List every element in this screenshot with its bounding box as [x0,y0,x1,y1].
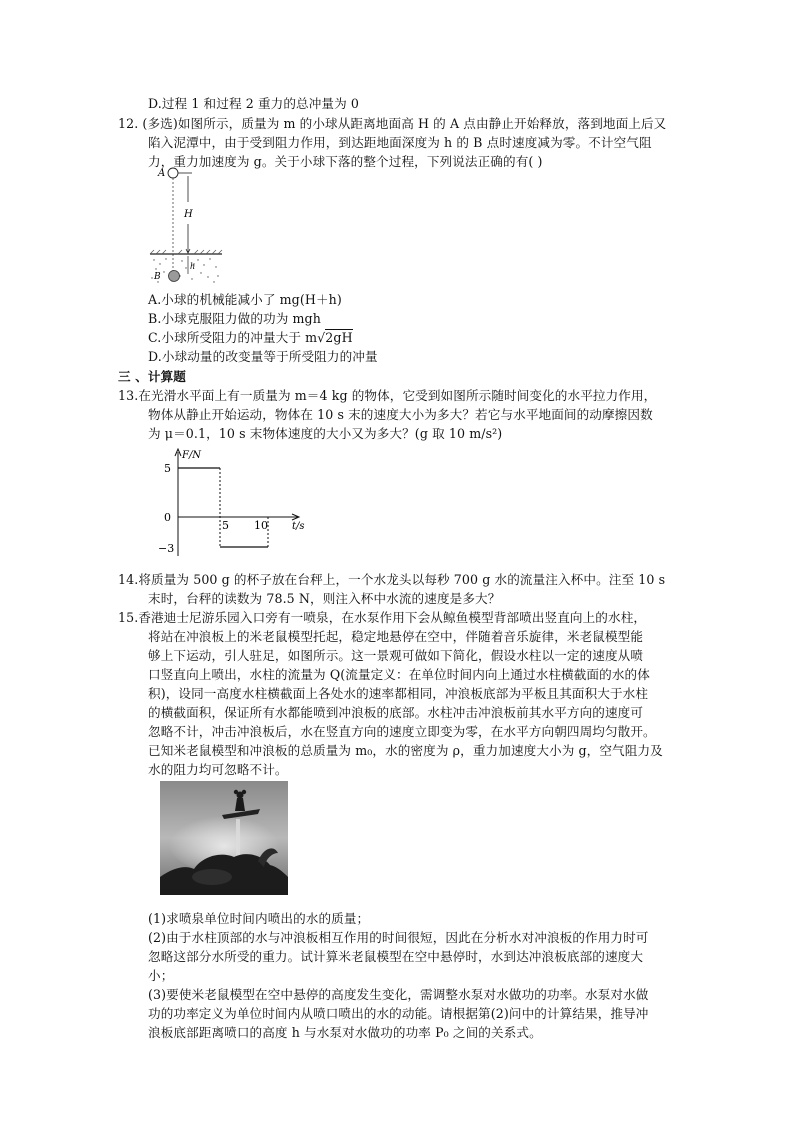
y-tick-neg3: −3 [158,542,175,555]
q13-stem-line-3: 为 μ＝0.1，10 s 末物体速度的大小又为多大？(g 取 10 m/s²) [148,426,503,441]
q14-stem-line-1: 14.将质量为 500 g 的杯子放在台秤上，一个水龙头以每秒 700 g 水的流量注入杯中。注至 10 s [118,572,666,587]
q15-sub-2-line-2: 忽略这部分水所受的重力。试计算米老鼠模型在空中悬停时，水到达冲浪板底部的速度大 [148,949,644,964]
q15-stem-line-3: 够上下运动，引人驻足，如图所示。这一景观可做如下简化，假设水柱以一定的速度从喷 [148,648,644,663]
q12-option-d: D.小球动量的改变量等于所受阻力的冲量 [148,349,378,364]
q15-stem-line-6: 的横截面积，保证所有水都能喷到冲浪板的底部。水柱冲击冲浪板前其水平方向的速度可 [148,705,644,720]
q12-stem-line-3: 力，重力加速度为 g。关于小球下落的整个过程，下列说法正确的有( ) [148,154,543,169]
q13-force-time-graph [150,446,320,560]
q12-label-b: B [154,272,161,282]
q12-option-b: B.小球克服阻力做的功为 mgh [148,311,321,326]
q15-sub-3-line-1: (3)要使米老鼠模型在空中悬停的高度发生变化，需调整水泵对水做功的功率。水泵对水做 [148,987,649,1002]
q15-sub-2-line-1: (2)由于水柱顶部的水与冲浪板相互作用的时间很短，因此在分析水对冲浪板的作用力时可 [148,930,649,945]
q15-sub-2-line-3: 小； [148,968,174,983]
q15-stem-line-4: 口竖直向上喷出，水柱的流量为 Q(流量定义：在单位时间内向上通过水柱横截面的水的体 [148,667,650,682]
q12-ball-figure [146,164,230,292]
q15-stem-line-1: 15.香港迪士尼游乐园入口旁有一喷泉，在水泵作用下会从鲸鱼模型背部喷出竖直向上的水柱， [118,610,647,625]
q11-option-d: D.过程 1 和过程 2 重力的总冲量为 0 [148,96,360,111]
q12-option-c-text: C.小球所受阻力的冲量大于 m [148,330,318,345]
sqrt-sign-icon: √ [317,330,326,345]
q15-sub-3-line-2: 功的功率定义为单位时间内从喷口喷出的水的动能。请根据第(2)问中的计算结果，推导冲 [148,1006,649,1021]
q12-option-c [148,328,353,347]
section-title: 三 、计算题 [118,369,186,384]
q12-option-c-radicand: 2gH [325,330,353,345]
q15-stem-line-2: 将站在冲浪板上的米老鼠模型托起，稳定地悬停在空中，伴随着音乐旋律，米老鼠模型能 [148,629,644,644]
q12-label-H: H [184,209,193,220]
mud-hatching [150,250,222,254]
x-tick-5: 5 [222,519,229,532]
x-axis-label: t/s [292,521,305,532]
q12-stem-line-1: 12. (多选)如图所示，质量为 m 的小球从距离地面高 H 的 A 点由静止开始释放，落到地面上后又 [118,116,667,131]
q12-label-h: h [190,262,196,271]
q13-stem-line-2: 物体从静止开始运动，物体在 10 s 末的速度大小为多大？若它与水平地面间的动摩擦因数 [148,407,653,422]
y-axis-label: F/N [182,450,202,461]
q15-sub-1: (1)求喷泉单位时间内喷出的水的质量； [148,911,370,926]
q13-stem-line-1: 13.在光滑水平面上有一质量为 m＝4 kg 的物体，它受到如图所示随时间变化的水平拉力作用， [118,388,657,403]
ball-end-icon [169,271,180,282]
q15-stem-line-8: 已知米老鼠模型和冲浪板的总质量为 m₀，水的密度为 ρ，重力加速度大小为 g，空气阻力及 [148,743,663,758]
q12-stem-line-2: 陷入泥潭中，由于受到阻力作用，到达距地面深度为 h 的 B 点时速度减为零。不计空气阻 [148,135,652,150]
y-tick-5: 5 [164,462,171,475]
q15-stem-line-5: 积)，设同一高度水柱横截面上各处水的速率都相同，冲浪板底部为平板且其面积大于水柱 [148,686,649,701]
q14-stem-line-2: 末时，台秤的读数为 78.5 N，则注入杯中水流的速度是多大？ [148,591,501,606]
q15-stem-line-9: 水的阻力均可忽略不计。 [148,762,288,777]
q15-stem-line-7: 忽略不计，冲击冲浪板后，水在竖直方向的速度立即变为零，在水平方向朝四周均匀散开。 [148,724,656,739]
ball-start-icon [168,168,178,178]
q12-label-a: A [158,168,166,179]
x-tick-10: 10 [254,519,268,532]
fountain-photo [160,781,288,895]
y-tick-0: 0 [164,511,171,524]
q12-option-a: A.小球的机械能减小了 mg(H＋h) [148,292,342,307]
mud-dots [151,258,218,282]
q15-sub-3-line-3: 浪板底部距离喷口的高度 h 与水泵对水做功的功率 P₀ 之间的关系式。 [148,1025,542,1040]
